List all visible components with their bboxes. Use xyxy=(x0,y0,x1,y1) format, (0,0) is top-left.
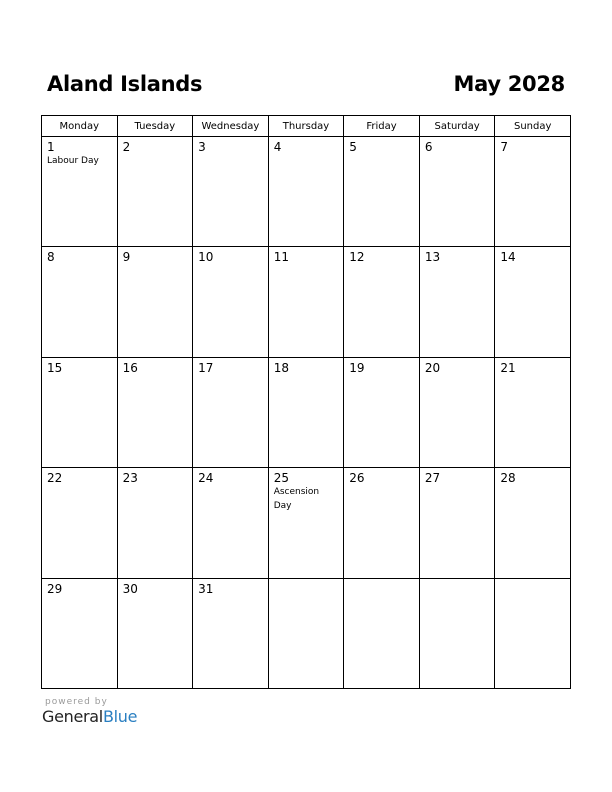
day-cell xyxy=(193,468,269,578)
calendar-grid xyxy=(41,115,571,689)
day-number: 7 xyxy=(500,140,509,154)
day-number: 29 xyxy=(47,581,63,596)
day-number: 12 xyxy=(349,250,365,265)
holiday-label: Ascension Day xyxy=(273,487,320,512)
day-number: 31 xyxy=(198,581,214,596)
day-number: 21 xyxy=(500,360,516,375)
day-number: 15 xyxy=(47,360,63,375)
brand-general: General xyxy=(42,707,103,726)
week-row xyxy=(42,357,571,467)
day-cell xyxy=(42,357,118,467)
weekday-header: Friday xyxy=(344,116,420,137)
day-number: 26 xyxy=(349,471,365,486)
empty-day-cell xyxy=(495,578,571,688)
day-number: 3 xyxy=(198,140,206,154)
day-cell xyxy=(419,247,495,357)
day-cell xyxy=(268,137,344,247)
weekday-header: Thursday xyxy=(268,116,344,137)
day-cell xyxy=(193,578,269,688)
brand-blue: Blue xyxy=(102,707,138,726)
day-cell xyxy=(117,357,193,467)
day-cell xyxy=(193,247,269,357)
day-cell xyxy=(268,357,344,467)
week-row xyxy=(42,137,571,247)
weekday-header-row xyxy=(42,116,571,137)
week-row xyxy=(42,578,571,688)
day-cell xyxy=(268,468,344,578)
day-number: 17 xyxy=(198,360,214,375)
weekday-header: Monday xyxy=(42,116,118,137)
day-number: 23 xyxy=(122,471,138,486)
day-cell xyxy=(117,468,193,578)
month-year-title: May 2028 xyxy=(453,72,565,96)
day-cell xyxy=(42,578,118,688)
generalblue-logo[interactable] xyxy=(42,707,137,726)
day-number: 8 xyxy=(47,250,55,265)
day-cell xyxy=(344,137,420,247)
day-cell xyxy=(42,468,118,578)
day-number: 4 xyxy=(273,140,282,154)
empty-day-cell xyxy=(268,578,344,688)
day-cell xyxy=(42,137,118,247)
empty-day-cell xyxy=(419,578,495,688)
day-cell xyxy=(117,247,193,357)
empty-day-cell xyxy=(344,578,420,688)
day-number: 9 xyxy=(122,250,131,265)
day-cell xyxy=(268,247,344,357)
day-number: 24 xyxy=(198,471,214,486)
day-number: 19 xyxy=(349,360,365,375)
day-cell xyxy=(495,137,571,247)
day-number: 1 xyxy=(47,140,55,154)
day-cell xyxy=(419,137,495,247)
day-cell xyxy=(117,578,193,688)
day-number: 28 xyxy=(500,471,516,486)
weekday-header: Sunday xyxy=(495,116,571,137)
weekday-header: Tuesday xyxy=(117,116,193,137)
day-cell xyxy=(42,247,118,357)
day-cell xyxy=(495,247,571,357)
day-number: 5 xyxy=(349,140,357,154)
day-number: 25 xyxy=(273,471,289,486)
day-number: 2 xyxy=(122,140,131,154)
day-number: 18 xyxy=(273,360,289,375)
day-number: 22 xyxy=(47,471,63,486)
day-number: 11 xyxy=(273,250,289,265)
weekday-header: Wednesday xyxy=(193,116,269,137)
day-cell xyxy=(344,247,420,357)
powered-by-label: powered by xyxy=(45,697,108,707)
day-number: 20 xyxy=(424,360,441,375)
day-number: 13 xyxy=(424,250,441,265)
day-number: 14 xyxy=(500,250,516,265)
day-cell xyxy=(117,137,193,247)
week-row xyxy=(42,468,571,578)
day-cell xyxy=(193,357,269,467)
day-number: 30 xyxy=(122,581,138,596)
day-number: 6 xyxy=(424,140,433,154)
day-number: 10 xyxy=(198,250,214,265)
day-number: 27 xyxy=(424,471,441,486)
day-cell xyxy=(419,357,495,467)
day-cell xyxy=(419,468,495,578)
day-cell xyxy=(495,468,571,578)
day-cell xyxy=(495,357,571,467)
day-number: 16 xyxy=(122,360,138,375)
day-cell xyxy=(193,137,269,247)
footer-branding xyxy=(42,697,137,726)
weekday-header: Saturday xyxy=(419,116,495,137)
day-cell xyxy=(344,357,420,467)
holiday-label: Labour Day xyxy=(47,156,99,166)
day-cell xyxy=(344,468,420,578)
week-row xyxy=(42,247,571,357)
country-title: Aland Islands xyxy=(47,72,203,96)
